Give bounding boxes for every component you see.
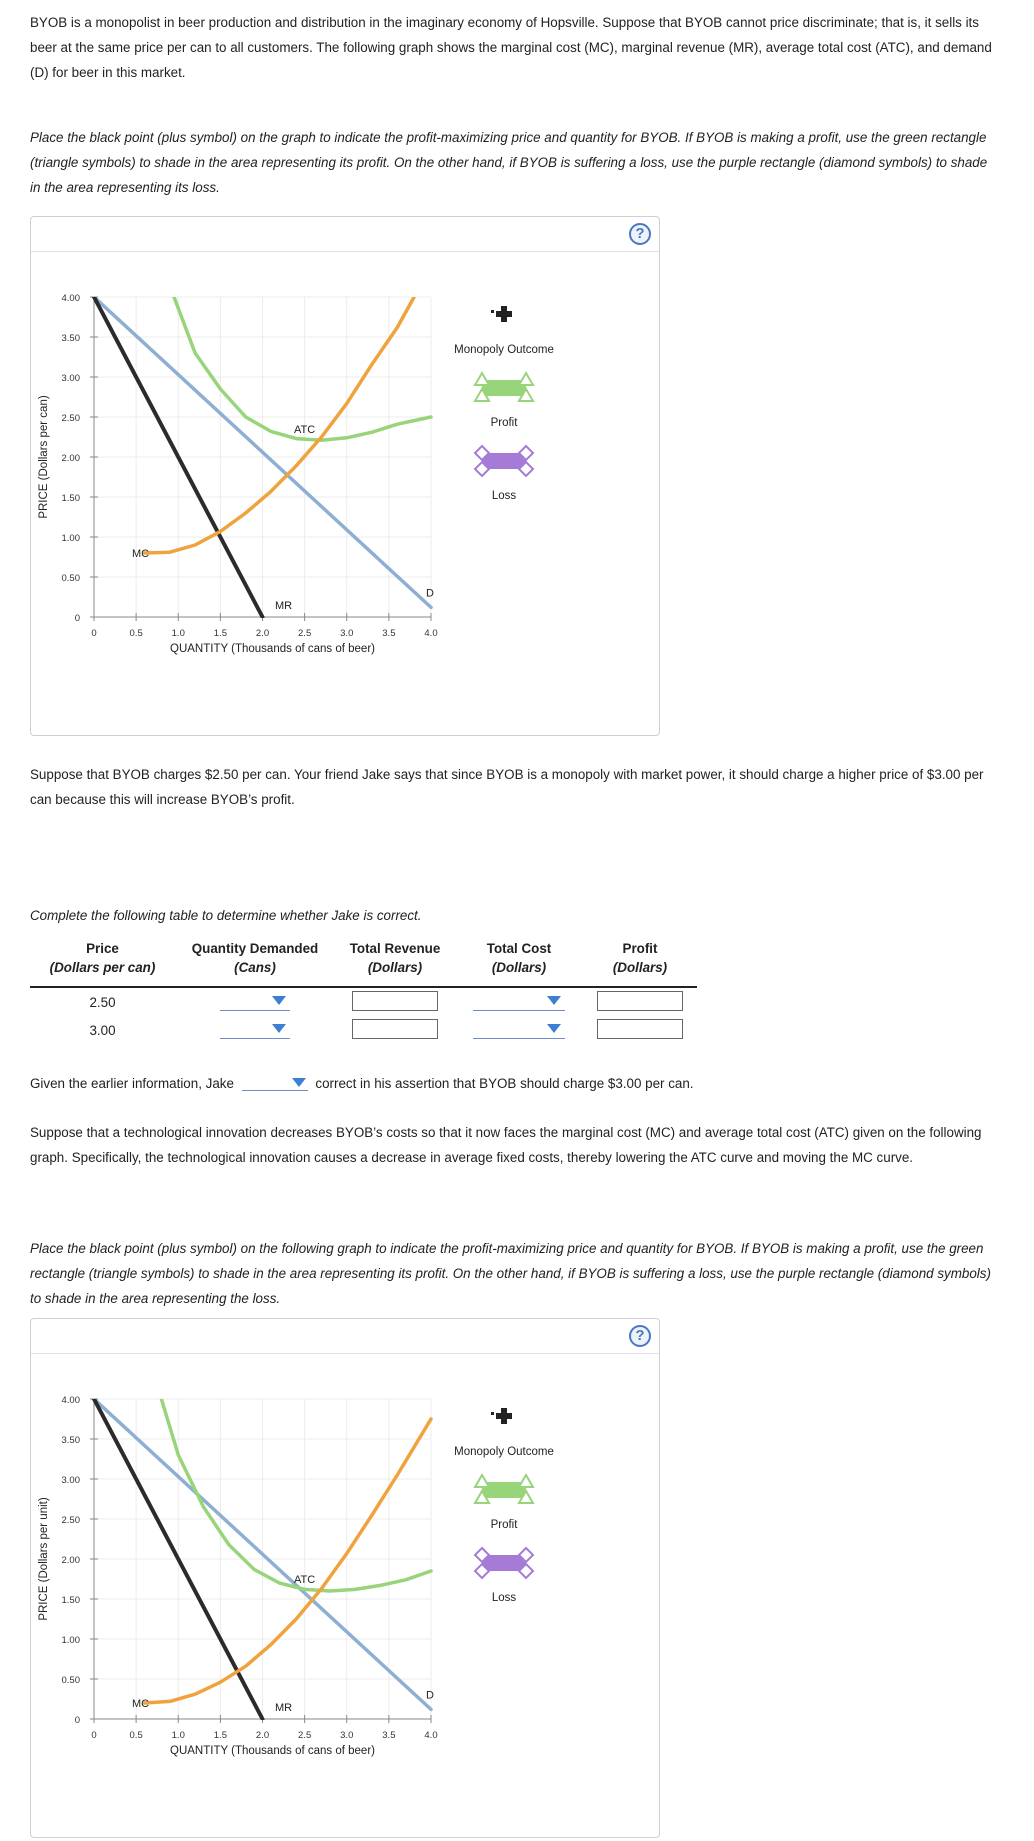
price-cell: 3.00	[89, 1022, 116, 1038]
plus-dot	[491, 310, 494, 313]
mc-label: MC	[131, 1698, 150, 1710]
x-tick-label: 3.5	[382, 628, 396, 639]
plus-dot	[491, 1412, 494, 1415]
atc-curve	[174, 297, 431, 440]
monopoly-outcome-plus-icon[interactable]	[491, 306, 512, 322]
jake-sentence-after: correct in his assertion that BYOB should charge $3.00 per can.	[315, 1076, 694, 1091]
chart-2[interactable]	[31, 1354, 657, 1836]
x-tick-label: 2.5	[298, 1730, 312, 1741]
x-tick-label: 0	[91, 628, 97, 639]
y-tick-label: 4.00	[61, 1395, 80, 1406]
x-tick-label: 1.5	[213, 1730, 227, 1741]
legend-palette	[454, 306, 554, 502]
cost-dropdown[interactable]	[473, 1018, 565, 1039]
mc-curve	[145, 1419, 432, 1703]
plus-horizontal	[496, 311, 512, 317]
profit-label: Profit	[490, 1519, 518, 1531]
profit-input[interactable]	[597, 991, 683, 1011]
profit-label: Profit	[490, 417, 518, 429]
legend-palette	[454, 1408, 554, 1604]
x-tick-label: 0	[91, 1730, 97, 1741]
tech-text: Suppose that a technological innovation decreases BYOB’s costs so that it now faces the marginal cost (MC) and average total cost (ATC) given on the following graph. Specifically, the technological innovation causes a decrease in average fixed costs, thereby lowering the ATC curve and moving the MC curve.	[30, 1125, 982, 1165]
monopoly-outcome-plus-icon[interactable]	[491, 1408, 512, 1424]
subheader-quantity: (Cans)	[175, 960, 335, 987]
help-icon[interactable]: ?	[629, 223, 651, 245]
jake-text: Suppose that BYOB charges $2.50 per can. Your friend Jake says that since BYOB is a monopoly with market power, it should charge a higher price of $3.00 per can because this will increase BYOB’s profit.	[30, 767, 984, 807]
loss-fill	[482, 453, 526, 469]
loss-label: Loss	[491, 1592, 517, 1604]
triangle-icon	[475, 1475, 489, 1487]
subheader-cost: (Dollars)	[455, 960, 583, 987]
profit-rectangle-icon[interactable]	[475, 1475, 533, 1503]
plus-horizontal	[496, 1413, 512, 1419]
quantity-dropdown[interactable]	[220, 990, 290, 1011]
header-profit: Profit	[622, 941, 658, 956]
profit-input[interactable]	[597, 1019, 683, 1039]
subheader-profit: (Dollars)	[583, 960, 697, 987]
instruction-1: Place the black point (plus symbol) on the graph to indicate the profit-maximizing price and quantity for BYOB. If BYOB is making a profit, use the green rectangle (triangle symbols) to shade in the area representing its profit. On the other hand, if BYOB is suffering a loss, use the purple rectangle (diamond symbols) to shade in the area representing its loss.	[30, 130, 988, 195]
loss-rectangle-icon[interactable]	[475, 446, 533, 476]
monopoly-outcome-label: Monopoly Outcome	[454, 1446, 554, 1458]
header-quantity: Quantity Demanded	[191, 941, 319, 956]
cost-dropdown[interactable]	[473, 990, 565, 1011]
atc-curve	[161, 1399, 431, 1591]
atc-label: ATC	[294, 424, 316, 436]
revenue-input[interactable]	[352, 1019, 438, 1039]
jake-sentence	[30, 1071, 1000, 1096]
d-label: D	[426, 587, 434, 600]
y-tick-label: 4.00	[61, 293, 80, 304]
y-tick-label: 0.50	[61, 1675, 80, 1686]
jake-correct-dropdown[interactable]	[242, 1074, 308, 1091]
y-tick-label: 3.00	[61, 1475, 80, 1486]
header-cost: Total Cost	[486, 941, 552, 956]
y-tick-label: 0	[74, 1715, 80, 1726]
d-label: D	[426, 1689, 434, 1702]
mr-label: MR	[275, 1702, 293, 1714]
x-tick-label: 3.5	[382, 1730, 396, 1741]
subheader-price: (Dollars per can)	[30, 960, 175, 987]
x-tick-label: 2.0	[255, 1730, 270, 1741]
y-tick-label: 0	[74, 613, 80, 624]
loss-label: Loss	[491, 490, 517, 502]
loss-fill	[482, 1555, 526, 1571]
header-price: Price	[86, 941, 119, 956]
x-tick-label: 3.0	[340, 628, 354, 639]
mr-label: MR	[275, 600, 293, 612]
y-tick-label: 1.50	[61, 1595, 80, 1606]
price-cell: 2.50	[89, 994, 116, 1010]
jake-sentence-before: Given the earlier information, Jake	[30, 1076, 234, 1091]
y-tick-label: 1.00	[61, 1635, 80, 1646]
x-tick-label: 3.0	[340, 1730, 354, 1741]
mc-label: MC	[131, 548, 150, 560]
quantity-dropdown[interactable]	[220, 1018, 290, 1039]
table-row	[30, 987, 697, 1016]
triangle-icon	[519, 1475, 533, 1487]
y-tick-label: 0.50	[61, 573, 80, 584]
panel-1-header	[31, 217, 659, 252]
y-axis-label: PRICE (Dollars per can)	[38, 395, 50, 519]
y-tick-label: 1.00	[61, 533, 80, 544]
x-tick-label: 1.5	[213, 628, 227, 639]
y-axis-label: PRICE (Dollars per unit)	[38, 1497, 50, 1621]
graph-panel-2	[30, 1318, 660, 1838]
help-icon[interactable]: ?	[629, 1325, 651, 1347]
x-axis-label: QUANTITY (Thousands of cans of beer)	[170, 1745, 375, 1757]
table-instruction: Complete the following table to determine whether Jake is correct.	[30, 908, 422, 923]
y-tick-label: 1.50	[61, 493, 80, 504]
profit-rectangle-icon[interactable]	[475, 373, 533, 401]
panel-2-header	[31, 1319, 659, 1354]
y-tick-label: 2.00	[61, 1555, 80, 1566]
atc-label: ATC	[294, 1574, 316, 1586]
y-tick-label: 3.50	[61, 1435, 80, 1446]
y-tick-label: 3.00	[61, 373, 80, 384]
revenue-input[interactable]	[352, 991, 438, 1011]
x-tick-label: 2.5	[298, 628, 312, 639]
header-revenue: Total Revenue	[349, 941, 441, 956]
x-tick-label: 0.5	[129, 1730, 143, 1741]
y-tick-label: 3.50	[61, 333, 80, 344]
table-row	[30, 1016, 697, 1044]
x-tick-label: 4.0	[424, 1730, 438, 1741]
y-tick-label: 2.50	[61, 1515, 80, 1526]
triangle-icon	[475, 373, 489, 385]
x-tick-label: 1.0	[171, 628, 185, 639]
chart-1[interactable]	[31, 252, 657, 734]
instruction-2: Place the black point (plus symbol) on the following graph to indicate the profit-maximizing price and quantity for BYOB. If BYOB is making a profit, use the green rectangle (triangle symbols) to shade in the area representing its profit. On the other hand, if BYOB is suffering a loss, use the purple rectangle (diamond symbols) to shade in the area representing the loss.	[30, 1241, 991, 1306]
profit-table	[30, 934, 700, 1044]
monopoly-outcome-label: Monopoly Outcome	[454, 344, 554, 356]
x-axis-label: QUANTITY (Thousands of cans of beer)	[170, 643, 375, 655]
triangle-icon	[519, 373, 533, 385]
x-tick-label: 2.0	[255, 628, 270, 639]
intro-text: BYOB is a monopolist in beer production and distribution in the imaginary economy of Hopsville. Suppose that BYOB cannot price discriminate; that is, it sells its beer at the same price per can to all customers. The following graph shows the marginal cost (MC), marginal revenue (MR), average total cost (ATC), and demand (D) for beer in this market.	[30, 15, 992, 80]
x-tick-label: 4.0	[424, 628, 438, 639]
subheader-revenue: (Dollars)	[335, 960, 455, 987]
y-tick-label: 2.50	[61, 413, 80, 424]
mc-curve	[145, 297, 415, 553]
y-tick-label: 2.00	[61, 453, 80, 464]
x-tick-label: 0.5	[129, 628, 143, 639]
loss-rectangle-icon[interactable]	[475, 1548, 533, 1578]
x-tick-label: 1.0	[171, 1730, 185, 1741]
graph-panel-1	[30, 216, 660, 736]
